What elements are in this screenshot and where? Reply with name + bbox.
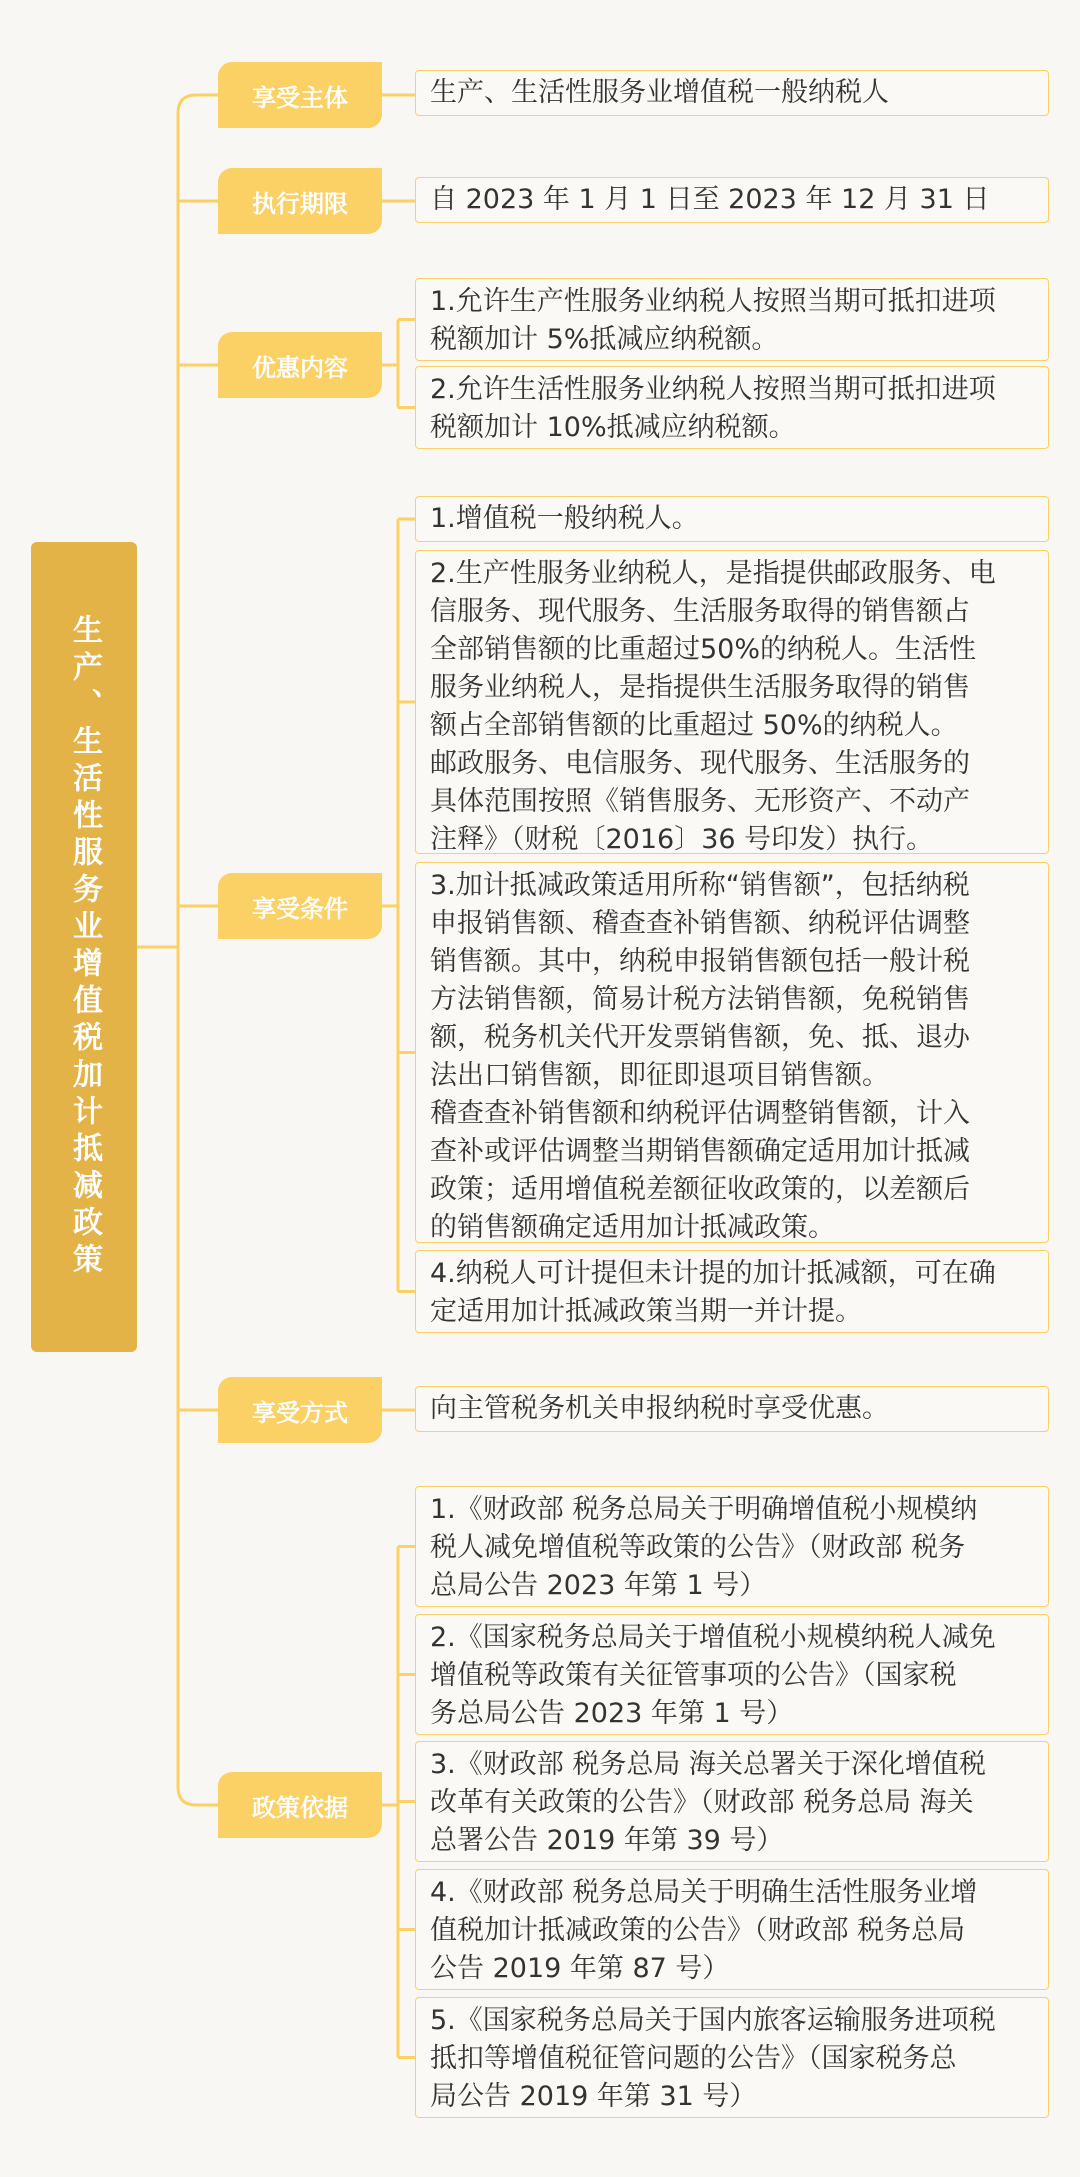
leaf-text-line: 局公告 2019 年第 31 号）: [430, 2081, 757, 2112]
leaf-conditions-4: [415, 1250, 1049, 1333]
leaf-text-line: 3.《财政部 税务总局 海关总署关于深化增值税: [430, 1749, 986, 1780]
leaf-text-line: 2.《国家税务总局关于增值税小规模纳税人减免: [430, 1622, 996, 1653]
branch-connector: [178, 95, 218, 113]
leaf-text-line: 自 2023 年 1 月 1 日至 2023 年 12 月 31 日: [430, 184, 990, 215]
leaf-text-line: 销售额。其中，纳税申报销售额包括一般计税: [430, 946, 970, 977]
leaf-text-line: 总局公告 2023 年第 1 号）: [430, 1570, 767, 1601]
leaf-conditions-2: [415, 550, 1049, 854]
leaf-benefit-1: [415, 278, 1049, 361]
root-topic: [31, 542, 137, 1352]
leaf-text-line: 邮政服务、电信服务、现代服务、生活服务的: [430, 748, 970, 779]
leaf-text-line: 方法销售额，简易计税方法销售额，免税销售: [430, 984, 970, 1015]
leaf-conditions-1: [415, 496, 1049, 542]
leaf-text-line: 改革有关政策的公告》（财政部 税务总局 海关: [430, 1787, 974, 1818]
leaf-basis-1: [415, 1486, 1049, 1607]
leaf-text-line: 5.《国家税务总局关于国内旅客运输服务进项税: [430, 2005, 996, 2036]
leaf-text-line: 1.允许生产性服务业纳税人按照当期可抵扣进项: [430, 286, 996, 317]
leaf-text-line: 4.纳税人可计提但未计提的加计抵减额，可在确: [430, 1258, 996, 1289]
leaf-basis-2: [415, 1614, 1049, 1735]
leaf-text-line: 政策；适用增值税差额征收政策的，以差额后: [430, 1174, 970, 1205]
leaf-text-line: 生产、生活性服务业增值税一般纳税人: [430, 77, 889, 108]
leaf-basis-3: [415, 1741, 1049, 1862]
leaf-conditions-3: [415, 862, 1049, 1243]
leaf-text-line: 总署公告 2019 年第 39 号）: [430, 1825, 784, 1856]
category-basis: 政策依据: [218, 1772, 382, 1838]
leaf-text-line: 值税加计抵减政策的公告》（财政部 税务总局: [430, 1915, 966, 1946]
leaf-text-line: 额占全部销售额的比重超过 50%的纳税人。: [430, 710, 958, 741]
category-period: 执行期限: [218, 168, 382, 234]
leaf-benefit-2: [415, 366, 1049, 449]
leaf-text-line: 税额加计 5%抵减应纳税额。: [430, 324, 779, 355]
leaf-text-line: 1.增值税一般纳税人。: [430, 503, 699, 534]
leaf-text-line: 稽查查补销售额和纳税评估调整销售额，计入: [430, 1098, 970, 1129]
leaf-text-line: 信服务、现代服务、生活服务取得的销售额占: [430, 596, 970, 627]
category-conditions: 享受条件: [218, 873, 382, 939]
leaf-basis-5: [415, 1997, 1049, 2118]
leaf-text-line: 2.允许生活性服务业纳税人按照当期可抵扣进项: [430, 374, 996, 405]
leaf-text-line: 税额加计 10%抵减应纳税额。: [430, 412, 796, 443]
leaf-enjoy-subject-1: [415, 70, 1049, 116]
leaf-period-1: [415, 177, 1049, 223]
leaf-text-line: 向主管税务机关申报纳税时享受优惠。: [430, 1393, 889, 1424]
leaf-text-line: 全部销售额的比重超过50%的纳税人。生活性: [430, 634, 977, 665]
leaf-text-line: 4.《财政部 税务总局关于明确生活性服务业增: [430, 1877, 978, 1908]
leaf-text-line: 增值税等政策有关征管事项的公告》（国家税: [430, 1660, 957, 1691]
leaf-text-line: 的销售额确定适用加计抵减政策。: [430, 1212, 835, 1243]
leaf-text-line: 税人减免增值税等政策的公告》（财政部 税务: [430, 1532, 966, 1563]
category-method: 享受方式: [218, 1377, 382, 1443]
branch-connector: [178, 1787, 218, 1805]
category-benefit: 优惠内容: [218, 332, 382, 398]
leaf-text-line: 务总局公告 2023 年第 1 号）: [430, 1698, 794, 1729]
root-title: 生产、生活性服务业增值税加计抵减政策: [67, 614, 102, 1280]
leaf-text-line: 具体范围按照《销售服务、无形资产、不动产: [430, 786, 970, 817]
leaf-text-line: 3.加计抵减政策适用所称“销售额”，包括纳税: [430, 870, 970, 901]
leaf-text-line: 1.《财政部 税务总局关于明确增值税小规模纳: [430, 1494, 978, 1525]
leaf-text-line: 2.生产性服务业纳税人，是指提供邮政服务、电: [430, 558, 996, 589]
leaf-text-line: 公告 2019 年第 87 号）: [430, 1953, 730, 1984]
leaf-text-line: 申报销售额、稽查查补销售额、纳税评估调整: [430, 908, 970, 939]
leaf-text-line: 法出口销售额，即征即退项目销售额。: [430, 1060, 889, 1091]
leaf-method-1: [415, 1386, 1049, 1432]
category-enjoy-subject: 享受主体: [218, 62, 382, 128]
leaf-text-line: 额，税务机关代开发票销售额，免、抵、退办: [430, 1022, 970, 1053]
leaf-text-line: 抵扣等增值税征管问题的公告》（国家税务总: [430, 2043, 957, 2074]
leaf-text-line: 查补或评估调整当期销售额确定适用加计抵减: [430, 1136, 970, 1167]
leaf-basis-4: [415, 1869, 1049, 1990]
leaf-text-line: 注释》（财税〔2016〕36 号印发）执行。: [430, 824, 934, 854]
leaf-text-line: 服务业纳税人，是指提供生活服务取得的销售: [430, 672, 970, 703]
leaf-text-line: 定适用加计抵减政策当期一并计提。: [430, 1296, 862, 1327]
